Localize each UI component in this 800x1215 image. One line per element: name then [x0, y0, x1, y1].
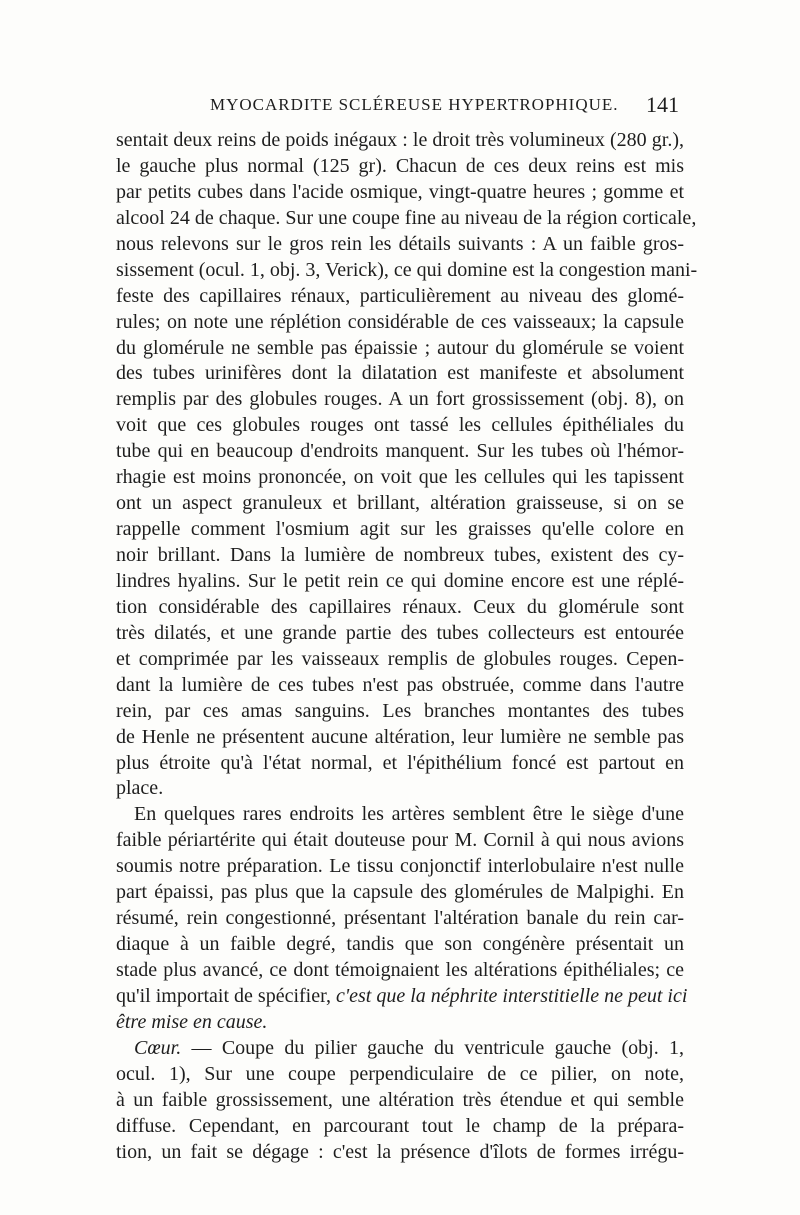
text-segment: résumé, rein congestionné, présentant l'altération banale du rein car- [116, 907, 684, 930]
text-segment: le gauche plus normal (125 gr). Chacun de ces deux reins est mis [116, 154, 684, 177]
text-line [116, 595, 684, 621]
body-text [116, 128, 698, 1166]
text-line [116, 932, 684, 958]
text-line [116, 491, 684, 517]
text-line [116, 906, 684, 932]
text-line [116, 232, 684, 258]
text-line [116, 310, 684, 336]
text-line [116, 206, 697, 232]
text-line [116, 880, 684, 906]
text-segment: remplis par des globules rouges. A un fort grossissement (obj. 8), on [116, 388, 684, 411]
text-line [116, 621, 684, 647]
text-segment: et comprimée par les vaisseaux remplis de globules rouges. Cepen- [116, 647, 684, 670]
text-line [116, 984, 688, 1010]
text-line [116, 258, 698, 284]
text-line [116, 284, 684, 310]
text-segment: alcool 24 de chaque. Sur une coupe fine au niveau de la région corticale, [116, 206, 697, 229]
text-line [116, 751, 684, 777]
text-line [116, 828, 684, 854]
text-line [116, 154, 684, 180]
text-line [116, 1114, 684, 1140]
text-segment: ocul. 1), Sur une coupe perpendiculaire de ce pilier, on note, [116, 1062, 684, 1085]
text-line [116, 439, 684, 465]
text-segment: à un faible grossissement, une altération très étendue et qui semble [116, 1088, 684, 1111]
text-segment: nous relevons sur le gros rein les détails suivants : A un faible gros- [116, 232, 684, 255]
text-line [116, 699, 684, 725]
text-segment: part épaissi, pas plus que la capsule des glomérules de Malpighi. En [116, 881, 684, 904]
text-line [116, 854, 684, 880]
text-line [116, 517, 684, 543]
text-line [116, 413, 684, 439]
page-number: 141 [646, 92, 679, 117]
text-segment: tube qui en beaucoup d'endroits manquent. Sur les tubes où l'hémor- [116, 440, 684, 463]
text-segment: diaque à un faible degré, tandis que son congénère présentait un [116, 933, 684, 956]
text-segment: des tubes urinifères dont la dilatation est manifeste et absolument [116, 362, 684, 385]
text-segment: faible périartérite qui était douteuse pour M. Cornil à qui nous avions [116, 829, 684, 852]
italic-text-segment: Cœur. [134, 1036, 182, 1059]
text-segment: noir brillant. Dans la lumière de nombreux tubes, existent des cy- [116, 544, 684, 566]
text-line [116, 180, 684, 206]
text-segment: En quelques rares endroits les artères semblent être le siège d'une [134, 803, 684, 826]
text-segment: rhagie est moins prononcée, on voit que les cellules qui les tapissent [116, 466, 684, 489]
text-segment: rein, par ces amas sanguins. Les branches montantes des tubes [116, 699, 684, 722]
text-line [116, 1036, 684, 1062]
text-segment: voit que ces globules rouges ont tassé les cellules épithéliales du [116, 414, 684, 437]
running-title: MYOCARDITE SCLÉREUSE HYPERTROPHIQUE. [210, 95, 619, 114]
text-segment: stade plus avancé, ce dont témoignaient les altérations épithéliales; ce [116, 959, 684, 981]
text-segment: rules; on note une réplétion considérable de ces vaisseaux; la capsule [116, 310, 684, 333]
text-segment: place. [116, 777, 164, 800]
text-line [116, 465, 684, 491]
text-line [116, 361, 684, 387]
text-line [116, 725, 684, 751]
text-line [116, 776, 684, 802]
text-segment: tion, un fait se dégage : c'est la présence d'îlots de formes irrégu- [116, 1140, 684, 1163]
text-segment: dant la lumière de ces tubes n'est pas obstruée, comme dans l'autre [116, 673, 684, 696]
text-line [116, 336, 684, 362]
text-segment: feste des capillaires rénaux, particulièrement au niveau des glomé- [116, 284, 684, 307]
text-segment: soumis notre préparation. Le tissu conjonctif interlobulaire n'est nulle [116, 855, 684, 878]
text-segment: sentait deux reins de poids inégaux : le droit très volumineux (280 gr.), [116, 129, 684, 151]
text-segment: très dilatés, et une grande partie des tubes collecteurs est entourée [116, 621, 684, 644]
text-segment: — Coupe du pilier gauche du ventricule gauche (obj. 1, [181, 1036, 684, 1059]
text-line [116, 1140, 684, 1166]
text-line [116, 802, 684, 828]
text-segment: sissement (ocul. 1, obj. 3, Verick), ce qui domine est la congestion mani- [116, 258, 698, 281]
text-segment: ont un aspect granuleux et brillant, altération graisseuse, si on se [116, 492, 684, 515]
text-line [116, 673, 684, 699]
text-line [116, 958, 684, 984]
text-segment: tion considérable des capillaires rénaux. Ceux du glomérule sont [116, 595, 684, 618]
text-segment: par petits cubes dans l'acide osmique, vingt-quatre heures ; gomme et [116, 180, 684, 203]
text-segment: qu'il importait de spécifier, [116, 984, 336, 1007]
italic-text-segment: c'est que la néphrite interstitielle ne peut ici [335, 984, 688, 1007]
text-line [116, 543, 684, 569]
text-line [116, 1062, 684, 1088]
text-segment: diffuse. Cependant, en parcourant tout le champ de la prépara- [116, 1114, 684, 1137]
text-line [116, 569, 684, 595]
text-line [116, 387, 684, 413]
text-segment: lindres hyalins. Sur le petit rein ce qui domine encore est une réplé- [116, 569, 684, 592]
text-segment: plus étroite qu'à l'état normal, et l'épithélium foncé est partout en [116, 751, 684, 774]
text-line [116, 1010, 684, 1036]
text-line [116, 128, 684, 154]
text-segment: du glomérule ne semble pas épaissie ; autour du glomérule se voient [116, 336, 684, 359]
text-line [116, 1088, 684, 1114]
text-segment: rappelle comment l'osmium agit sur les graisses qu'elle colore en [116, 518, 684, 541]
italic-text-segment: être mise en cause. [116, 1010, 268, 1033]
text-segment: de Henle ne présentent aucune altération, leur lumière ne semble pas [116, 725, 684, 748]
text-line [116, 647, 684, 673]
